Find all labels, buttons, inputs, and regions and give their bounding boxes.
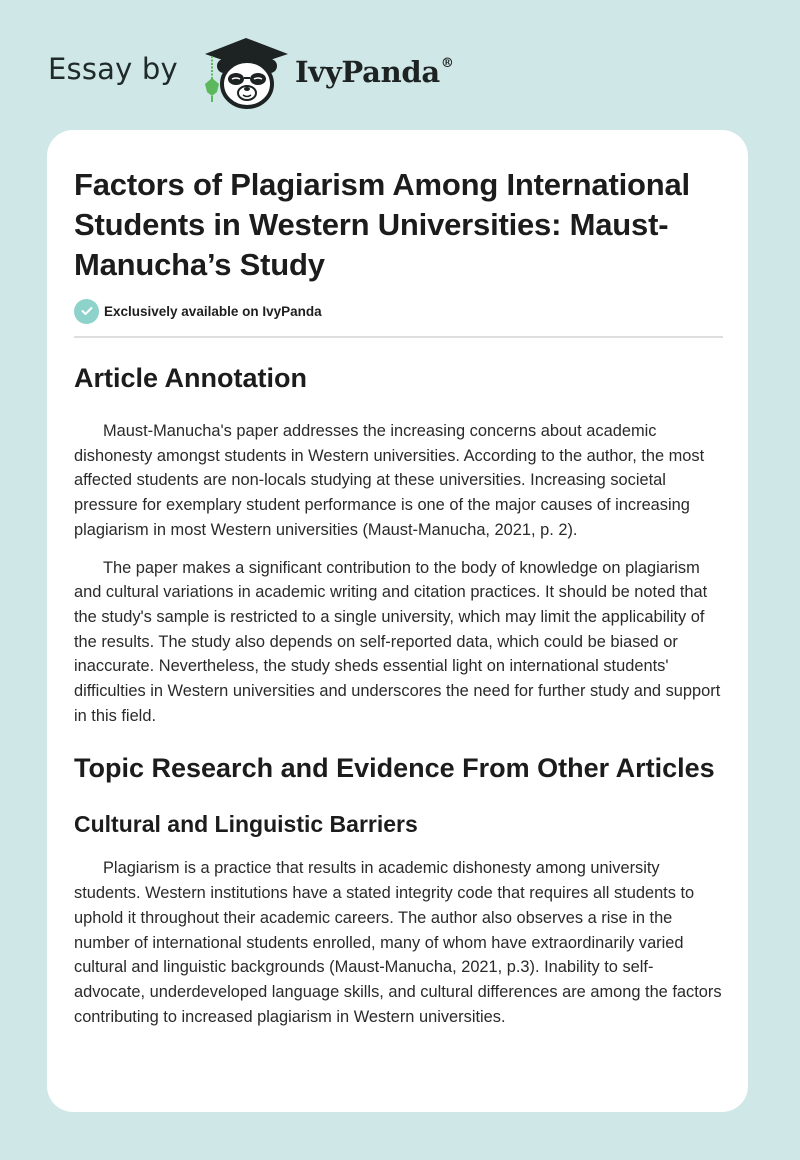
brand-prefix: Essay by <box>48 52 178 86</box>
registered-mark: ® <box>440 56 454 72</box>
site-header <box>0 0 800 130</box>
paragraph: Plagiarism is a practice that results in academic dishonesty among university students. Western institutions have a stated integrity code that requires all students to uphold it throughout their academic careers. The author also observes a rise in the number of international students enrolled, many of whom have extraordinarily varied cultural and linguistic backgrounds (Maust-Manucha, 2021, p.3). Inability to self-advocate, underdeveloped language skills, and cultural differences are among the factors contributing to increased plagiarism in Western universities. <box>74 859 722 1026</box>
section-heading: Article Annotation <box>74 363 307 393</box>
paragraph: The paper makes a significant contribution to the body of knowledge on plagiarism and cultural variations in academic writing and citation practices. It should be noted that the study's sample is restricted to a single university, which may limit the applicability of the results. The study also depends on self-reported data, which could be biased or inaccurate. Nevertheless, the study sheds essential light on international students' difficulties in Western universities and underscores the need for further study and support in this field. <box>74 558 721 725</box>
brand-name[interactable]: IvyPanda® <box>295 55 454 89</box>
panda-graduate-icon[interactable] <box>200 34 292 110</box>
check-circle-icon <box>74 299 99 324</box>
article-content <box>74 165 724 1029</box>
section-article-annotation <box>74 358 724 728</box>
subsection-heading: Cultural and Linguistic Barriers <box>74 811 418 838</box>
paragraph: Maust-Manucha's paper addresses the increasing concerns about academic dishonesty amongst students in Western universities. According to the author, the most affected students are non-locals studying at these universities. Increasing societal pressure for exemplary student performance is one of the major causes of increasing plagiarism in most Western universities (Maust-Manucha, 2021, p. 2). <box>74 422 705 539</box>
exclusive-label: Exclusively available on IvyPanda <box>104 303 322 319</box>
article-card <box>47 130 748 1112</box>
divider <box>74 336 723 338</box>
section-topic-research <box>74 748 724 1029</box>
article-title: Factors of Plagiarism Among International Students in Western Universities: Maust-Manucha’s Study <box>74 167 690 282</box>
exclusive-badge <box>74 298 724 324</box>
section-heading: Topic Research and Evidence From Other Articles <box>74 753 715 784</box>
